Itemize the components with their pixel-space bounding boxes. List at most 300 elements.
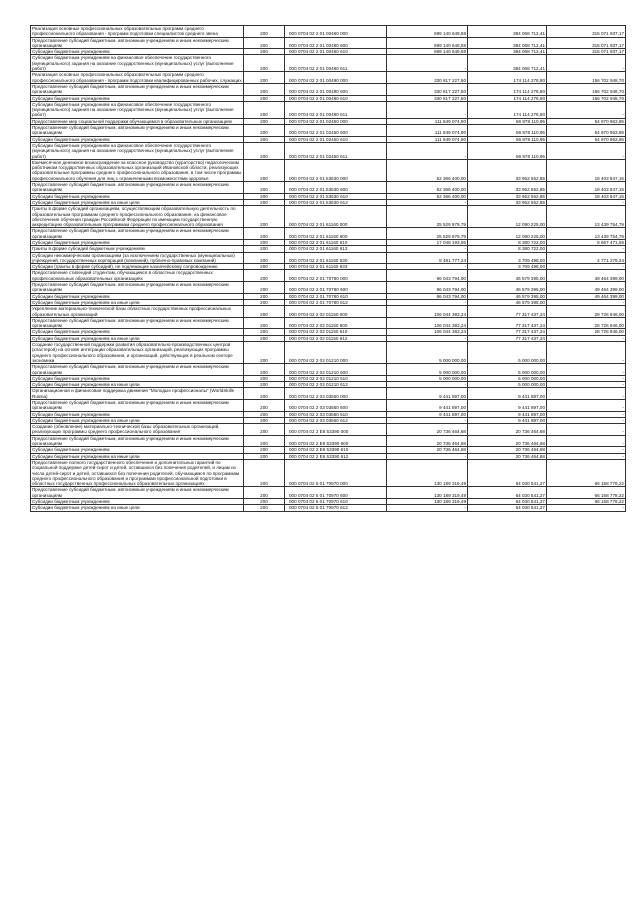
cell-name: Гранты в форме субсидий организациям, осуществляющим образовательную деятельность по образовательным программам среднего профессионального образования, на финансовое обеспечение обучения граждан Российской Федерации по имеющим государственную аккредитацию образовательным программам среднего профессионального образования bbox=[31, 206, 244, 228]
cell-a: 96 043 794,00 bbox=[387, 282, 468, 294]
cell-csr: 000 0704 02 2 02 01210 600 bbox=[285, 364, 387, 376]
cell-c: 156 702 948,70 bbox=[547, 95, 626, 101]
cell-c: 156 702 948,70 bbox=[547, 72, 626, 84]
cell-code: 200 bbox=[244, 364, 285, 376]
cell-a: 9 441 897,00 bbox=[387, 388, 468, 400]
cell-b: 9 441 897,00 bbox=[468, 388, 547, 400]
table-row bbox=[31, 125, 626, 137]
cell-code: 200 bbox=[244, 411, 285, 417]
cell-c: - bbox=[547, 364, 626, 376]
cell-a: 330 817 227,50 bbox=[387, 95, 468, 101]
cell-name: Гранты в форме субсидий бюджетным учреждениям bbox=[31, 246, 244, 252]
cell-b: 3 709 498,00 bbox=[468, 252, 547, 264]
cell-a: 5 000 000,00 bbox=[387, 342, 468, 364]
cell-csr: 000 0704 02 2 02 01150 610 bbox=[285, 329, 387, 335]
cell-csr: 000 0704 02 2 01 61160 613 bbox=[285, 246, 387, 252]
cell-code: 200 bbox=[244, 342, 285, 364]
table-row bbox=[31, 435, 626, 447]
cell-name: Создание государственной поддержки развития образовательно-производственных центров (кластеров) на основе интеграции образовательных организаций, реализующих программы среднего профессионального образования, и организаций, действующих в реальном секторе экономики bbox=[31, 342, 244, 364]
cell-a: - bbox=[387, 417, 468, 423]
cell-c: - bbox=[547, 342, 626, 364]
table-row bbox=[31, 382, 626, 388]
cell-a: 17 048 193,55 bbox=[387, 239, 468, 245]
cell-code: 200 bbox=[244, 95, 285, 101]
cell-c: - bbox=[547, 382, 626, 388]
cell-c: - bbox=[547, 424, 626, 436]
cell-b: 9 441 897,00 bbox=[468, 417, 547, 423]
cell-a: - bbox=[387, 453, 468, 459]
cell-code: 200 bbox=[244, 101, 285, 118]
cell-csr: 000 0704 02 2 01 00460 611 bbox=[285, 55, 387, 72]
cell-code: 200 bbox=[244, 453, 285, 459]
cell-code: 200 bbox=[244, 264, 285, 270]
cell-csr: 000 0704 02 2 E6 53390 000 bbox=[285, 424, 387, 436]
cell-a: 111 849 074,90 bbox=[387, 125, 468, 137]
cell-c: - bbox=[547, 299, 626, 305]
cell-name: Субсидии бюджетным учреждениям на иные цели bbox=[31, 382, 244, 388]
cell-code: 200 bbox=[244, 142, 285, 159]
cell-code: 200 bbox=[244, 282, 285, 294]
cell-name: Субсидии бюджетным учреждениям на финансовое обеспечение государственного (муниципального) задания на оказание государственных (муниципальных) услуг (выполнение работ) bbox=[31, 55, 244, 72]
cell-name: Предоставление субсидий бюджетным, автономным учреждениям и иным некоммерческим организациям bbox=[31, 364, 244, 376]
cell-a: 20 736 464,68 bbox=[387, 424, 468, 436]
cell-csr: 000 0704 02 2 02 01150 600 bbox=[285, 317, 387, 329]
cell-csr: 000 0704 02 2 01 00490 611 bbox=[285, 101, 387, 118]
cell-code: 200 bbox=[244, 447, 285, 453]
cell-name: Субсидии бюджетным учреждениям на иные цели bbox=[31, 505, 244, 511]
cell-b: 20 736 464,68 bbox=[468, 447, 547, 453]
cell-csr: 000 0704 02 2 01 53630 610 bbox=[285, 193, 387, 199]
cell-a: - bbox=[387, 264, 468, 270]
cell-code: 200 bbox=[244, 299, 285, 305]
cell-a: 52 366 400,00 bbox=[387, 193, 468, 199]
cell-b: 56 878 110,95 bbox=[468, 136, 547, 142]
table-row bbox=[31, 388, 626, 400]
cell-c: 315 071 937,17 bbox=[547, 49, 626, 55]
cell-csr: 000 0704 02 2 01 02450 000 bbox=[285, 118, 387, 124]
cell-a: 106 044 383,24 bbox=[387, 329, 468, 335]
cell-b: 46 579 395,00 bbox=[468, 293, 547, 299]
cell-name: Укрепление материально-технической базы областных государственных профессиональных образовательных организаций bbox=[31, 306, 244, 318]
cell-b: 33 962 552,85 bbox=[468, 159, 547, 181]
cell-a: 20 736 464,68 bbox=[387, 435, 468, 447]
cell-c: 49 464 399,00 bbox=[547, 270, 626, 282]
cell-b: 64 030 541,27 bbox=[468, 459, 547, 486]
cell-c: 28 726 946,00 bbox=[547, 306, 626, 318]
cell-csr: 000 0704 02 2 01 61160 600 bbox=[285, 228, 387, 240]
cell-code: 200 bbox=[244, 83, 285, 95]
cell-name: Создание (обновление) материально-технической базы образовательных организаций, реализующих программы среднего профессионального образования bbox=[31, 424, 244, 436]
cell-b: 9 441 897,00 bbox=[468, 400, 547, 412]
cell-code: 200 bbox=[244, 293, 285, 299]
cell-name: Субсидии бюджетным учреждениям bbox=[31, 49, 244, 55]
cell-b: 77 317 437,24 bbox=[468, 317, 547, 329]
cell-code: 200 bbox=[244, 239, 285, 245]
cell-code: 200 bbox=[244, 459, 285, 486]
cell-b: 33 962 552,85 bbox=[468, 199, 547, 205]
cell-csr: 000 0704 02 2 02 01150 000 bbox=[285, 306, 387, 318]
cell-b: 33 962 552,85 bbox=[468, 193, 547, 199]
cell-c: 315 071 937,17 bbox=[547, 37, 626, 49]
table-row bbox=[31, 199, 626, 205]
cell-c: 54 970 963,95 bbox=[547, 118, 626, 124]
cell-b: 77 317 437,24 bbox=[468, 329, 547, 335]
cell-name: Субсидии бюджетным учреждениям bbox=[31, 329, 244, 335]
cell-c: 66 158 778,22 bbox=[547, 487, 626, 499]
table-row bbox=[31, 317, 626, 329]
cell-name: Субсидии бюджетным учреждениям на иные цели bbox=[31, 299, 244, 305]
cell-b: 174 114 278,80 bbox=[468, 83, 547, 95]
cell-code: 200 bbox=[244, 382, 285, 388]
cell-name: Предоставление стипендий студентам, обучающимся в областных государственных профессиональных образовательных организациях bbox=[31, 270, 244, 282]
cell-code: 200 bbox=[244, 499, 285, 505]
cell-b: 8 380 722,00 bbox=[468, 239, 547, 245]
table-row bbox=[31, 252, 626, 264]
cell-csr: 000 0704 02 2 01 61160 610 bbox=[285, 239, 387, 245]
cell-b: 3 709 498,00 bbox=[468, 264, 547, 270]
cell-b: 384 068 712,41 bbox=[468, 37, 547, 49]
cell-name: Субсидии бюджетным учреждениям на иные цели bbox=[31, 417, 244, 423]
cell-name: Субсидии (гранты в форме субсидий), не подлежащие казначейскому сопровождению bbox=[31, 264, 244, 270]
cell-code: 200 bbox=[244, 317, 285, 329]
cell-b: 56 878 110,95 bbox=[468, 118, 547, 124]
cell-c: 66 158 778,22 bbox=[547, 499, 626, 505]
cell-b: 33 962 552,85 bbox=[468, 182, 547, 194]
cell-c: - bbox=[547, 453, 626, 459]
cell-csr: 000 0704 02 2 01 61160 633 bbox=[285, 264, 387, 270]
cell-c: - bbox=[547, 335, 626, 341]
cell-code: 200 bbox=[244, 193, 285, 199]
cell-csr: 000 0704 02 2 02 01210 610 bbox=[285, 375, 387, 381]
cell-name: Реализация основных профессиональных образовательных программ среднего профессионального образования - программ подготовки квалифицированных рабочих, служащих bbox=[32, 72, 242, 83]
cell-csr: 000 0704 02 5 01 70970 610 bbox=[285, 499, 387, 505]
cell-c: - bbox=[547, 264, 626, 270]
table-row bbox=[31, 342, 626, 364]
cell-a: 699 140 649,58 bbox=[387, 26, 468, 38]
cell-c: - bbox=[547, 411, 626, 417]
cell-code: 200 bbox=[244, 125, 285, 137]
cell-csr: 000 0704 02 2 03 03550 610 bbox=[285, 411, 387, 417]
cell-code: 200 bbox=[244, 206, 285, 228]
cell-c: 18 403 847,15 bbox=[547, 182, 626, 194]
table-row bbox=[31, 206, 626, 228]
cell-a: - bbox=[387, 142, 468, 159]
cell-csr: 000 0704 02 2 01 53630 612 bbox=[285, 199, 387, 205]
cell-code: 200 bbox=[244, 335, 285, 341]
cell-name: Субсидии некоммерческим организациям (за исключением государственных (муниципальных) учреждений, государственных корпораций (компаний), публично-правовых компаний) bbox=[31, 252, 244, 264]
cell-b: 5 000 000,00 bbox=[468, 382, 547, 388]
cell-name: Предоставление полного государственного обеспечения и дополнительных гарантий по социальной поддержке детей-сирот и детей, оставшихся без попечения родителей, и лицам из числа детей-сирот и детей, оставшихся без попечения родителей, обучающимся по программам среднего профессионального образования и программам профессиональной подготовки в областных государственных профессиональных образовательных организациях bbox=[31, 459, 244, 486]
cell-b: 46 579 395,00 bbox=[468, 282, 547, 294]
cell-csr: 000 0704 02 2 01 53630 000 bbox=[285, 159, 387, 181]
table-row bbox=[31, 424, 626, 436]
cell-csr: 000 0704 02 2 02 01210 000 bbox=[285, 342, 387, 364]
cell-code: 200 bbox=[244, 329, 285, 335]
cell-name: Субсидии бюджетным учреждениям bbox=[31, 136, 244, 142]
cell-name: Ежемесячное денежное вознаграждение за классное руководство (кураторство) педагогическим работникам государственных образовательных организаций Ивановской области, реализующих образовательные программы среднего профессионального образования, в том числе программы профессионального обучения для лиц с ограниченными возможностями здоровья bbox=[31, 159, 244, 181]
cell-csr: 000 0704 02 2 01 61160 630 bbox=[285, 252, 387, 264]
cell-c: - bbox=[547, 246, 626, 252]
table-row bbox=[31, 228, 626, 240]
cell-a: - bbox=[387, 55, 468, 72]
cell-code: 200 bbox=[244, 55, 285, 72]
cell-a: 96 043 794,00 bbox=[387, 293, 468, 299]
cell-csr: 000 0704 02 2 01 61160 000 bbox=[285, 206, 387, 228]
table-row bbox=[31, 72, 626, 84]
cell-a: 9 441 897,00 bbox=[387, 411, 468, 417]
cell-name: Субсидии бюджетным учреждениям bbox=[31, 239, 244, 245]
cell-csr: 000 0704 02 2 E6 53390 600 bbox=[285, 435, 387, 447]
cell-name: Субсидии бюджетным учреждениям на финансовое обеспечение государственного (муниципального) задания на оказание государственных (муниципальных) услуг (выполнение работ) bbox=[31, 101, 244, 118]
cell-c: 13 439 754,79 bbox=[547, 228, 626, 240]
cell-code: 200 bbox=[244, 246, 285, 252]
cell-c: - bbox=[547, 375, 626, 381]
cell-b: 20 736 464,68 bbox=[468, 453, 547, 459]
cell-a: 330 817 227,50 bbox=[387, 83, 468, 95]
cell-csr: 000 0704 02 2 03 03550 600 bbox=[285, 400, 387, 412]
cell-name: Субсидии бюджетным учреждениям bbox=[31, 193, 244, 199]
cell-a: - bbox=[387, 299, 468, 305]
cell-a: 111 849 074,90 bbox=[387, 136, 468, 142]
cell-csr: 000 0704 02 2 03 03550 612 bbox=[285, 417, 387, 423]
table-row bbox=[31, 400, 626, 412]
cell-csr: 000 0704 02 2 01 02450 611 bbox=[285, 142, 387, 159]
cell-b: 174 114 278,80 bbox=[468, 101, 547, 118]
cell-c: - bbox=[547, 142, 626, 159]
cell-code: 200 bbox=[244, 487, 285, 499]
cell-name: Предоставление субсидий бюджетным, автономным учреждениям и иным некоммерческим организациям bbox=[31, 282, 244, 294]
cell-c: 8 667 471,55 bbox=[547, 239, 626, 245]
cell-c: 66 158 778,22 bbox=[547, 459, 626, 486]
cell-csr: 000 0704 02 2 01 00490 000 bbox=[285, 72, 387, 84]
budget-table-page bbox=[30, 25, 624, 512]
cell-name: Субсидии бюджетным учреждениям на финансовое обеспечение государственного (муниципального) задания на оказание государственных (муниципальных) услуг (выполнение работ) bbox=[31, 142, 244, 159]
cell-name: Субсидии бюджетным учреждениям на иные цели bbox=[31, 453, 244, 459]
cell-code: 200 bbox=[244, 118, 285, 124]
cell-c: 315 071 937,17 bbox=[547, 26, 626, 38]
cell-a: 5 000 000,00 bbox=[387, 375, 468, 381]
cell-b: 5 000 000,00 bbox=[468, 364, 547, 376]
cell-a: 130 189 319,49 bbox=[387, 499, 468, 505]
cell-code: 200 bbox=[244, 72, 285, 84]
cell-name: Субсидии бюджетным учреждениям bbox=[31, 293, 244, 299]
cell-c: 54 970 963,95 bbox=[547, 125, 626, 137]
cell-c: 18 403 847,15 bbox=[547, 159, 626, 181]
cell-csr: 000 0704 02 2 01 70780 612 bbox=[285, 299, 387, 305]
cell-b: 12 090 225,00 bbox=[468, 206, 547, 228]
cell-csr: 000 0704 02 2 E6 53390 612 bbox=[285, 453, 387, 459]
cell-a: 699 140 649,58 bbox=[387, 37, 468, 49]
cell-name: Предоставление субсидий бюджетным, автономным учреждениям и иным некоммерческим организациям bbox=[31, 400, 244, 412]
table-row bbox=[31, 335, 626, 341]
cell-csr: 000 0704 02 2 02 01150 612 bbox=[285, 335, 387, 341]
cell-code: 200 bbox=[244, 424, 285, 436]
cell-name: Субсидии бюджетным учреждениям bbox=[31, 447, 244, 453]
cell-name: Предоставление субсидий бюджетным, автономным учреждениям и иным некоммерческим организациям bbox=[31, 182, 244, 194]
cell-name: Предоставление субсидий бюджетным, автономным учреждениям и иным некоммерческим организациям bbox=[31, 83, 244, 95]
table-row bbox=[31, 364, 626, 376]
table-row bbox=[31, 270, 626, 282]
cell-b: 20 736 464,68 bbox=[468, 435, 547, 447]
cell-code: 200 bbox=[244, 306, 285, 318]
cell-name: Субсидии бюджетным учреждениям bbox=[31, 95, 244, 101]
cell-c: - bbox=[547, 417, 626, 423]
cell-b: 46 579 395,00 bbox=[468, 299, 547, 305]
cell-a: 106 044 383,24 bbox=[387, 306, 468, 318]
cell-c: - bbox=[547, 55, 626, 72]
table-row bbox=[31, 453, 626, 459]
table-row bbox=[31, 37, 626, 49]
cell-c: 13 439 754,79 bbox=[547, 206, 626, 228]
cell-name: Субсидии бюджетным учреждениям bbox=[31, 375, 244, 381]
table-row bbox=[31, 182, 626, 194]
cell-a: - bbox=[387, 199, 468, 205]
table-row bbox=[31, 118, 626, 124]
cell-name: Реализация основных профессиональных образовательных программ среднего профессионального образования - программ подготовки специалистов среднего звена bbox=[31, 26, 244, 38]
table-row bbox=[31, 459, 626, 486]
cell-b: 5 000 000,00 bbox=[468, 375, 547, 381]
cell-c: 28 726 946,00 bbox=[547, 317, 626, 329]
table-row bbox=[31, 282, 626, 294]
cell-csr: 000 0704 02 2 01 53630 600 bbox=[285, 182, 387, 194]
cell-code: 200 bbox=[244, 252, 285, 264]
cell-code: 200 bbox=[244, 375, 285, 381]
table-row bbox=[31, 159, 626, 181]
table-row bbox=[31, 306, 626, 318]
cell-b: 64 030 541,27 bbox=[468, 499, 547, 505]
cell-name: Организационная и финансовая поддержка движения "Молодые профессионалы" (WorldSkills Russia) bbox=[31, 388, 244, 400]
cell-csr: 000 0704 02 2 E6 53390 610 bbox=[285, 447, 387, 453]
cell-code: 200 bbox=[244, 159, 285, 181]
cell-csr: 000 0704 02 2 01 70780 610 bbox=[285, 293, 387, 299]
cell-c: 49 464 399,00 bbox=[547, 282, 626, 294]
cell-c: - bbox=[547, 447, 626, 453]
cell-csr: 000 0704 02 2 01 00490 610 bbox=[285, 95, 387, 101]
cell-a: 52 366 400,00 bbox=[387, 159, 468, 181]
cell-c: 28 726 946,00 bbox=[547, 329, 626, 335]
cell-csr: 000 0704 02 2 01 00460 600 bbox=[285, 37, 387, 49]
table-row bbox=[31, 101, 626, 118]
table-row bbox=[31, 299, 626, 305]
cell-a: 20 736 464,68 bbox=[387, 447, 468, 453]
cell-code: 200 bbox=[244, 505, 285, 511]
cell-b: 384 068 712,41 bbox=[468, 49, 547, 55]
table-row bbox=[31, 417, 626, 423]
cell-a: 111 849 074,90 bbox=[387, 118, 468, 124]
cell-name: Субсидии бюджетным учреждениям на иные цели bbox=[31, 335, 244, 341]
cell-c: 18 403 847,15 bbox=[547, 193, 626, 199]
cell-name: Предоставление субсидий бюджетным, автономным учреждениям и иным некоммерческим организациям bbox=[31, 37, 244, 49]
budget-table bbox=[30, 25, 626, 512]
cell-c: 49 464 399,00 bbox=[547, 293, 626, 299]
cell-b: 77 317 437,24 bbox=[468, 306, 547, 318]
table-row bbox=[31, 26, 626, 38]
cell-b: 46 579 395,00 bbox=[468, 270, 547, 282]
cell-code: 200 bbox=[244, 270, 285, 282]
cell-a: - bbox=[387, 335, 468, 341]
cell-code: 200 bbox=[244, 435, 285, 447]
table-row bbox=[31, 55, 626, 72]
table-row bbox=[31, 487, 626, 499]
cell-csr: 000 0704 02 2 01 70780 000 bbox=[285, 270, 387, 282]
table-row bbox=[31, 142, 626, 159]
cell-csr: 000 0704 02 2 02 01210 612 bbox=[285, 382, 387, 388]
cell-code: 200 bbox=[244, 49, 285, 55]
cell-a: - bbox=[387, 101, 468, 118]
cell-a: 130 189 319,49 bbox=[387, 459, 468, 486]
cell-name: Предоставление субсидий бюджетным, автономным учреждениям и иным некоммерческим организациям bbox=[31, 317, 244, 329]
cell-name: Предоставление субсидий бюджетным, автономным учреждениям и иным некоммерческим организациям bbox=[31, 228, 244, 240]
cell-c: 156 702 948,70 bbox=[547, 83, 626, 95]
cell-csr: 000 0704 02 2 01 00460 610 bbox=[285, 49, 387, 55]
cell-name: Предоставление мер социальной поддержки обучающимся в образовательных организациях bbox=[31, 118, 244, 124]
cell-code: 200 bbox=[244, 37, 285, 49]
cell-csr: 000 0704 02 5 01 70970 000 bbox=[285, 459, 387, 486]
cell-a: 130 189 319,49 bbox=[387, 487, 468, 499]
cell-name: Субсидии бюджетным учреждениям bbox=[31, 499, 244, 505]
table-row bbox=[31, 246, 626, 252]
cell-a: 9 441 897,00 bbox=[387, 400, 468, 412]
cell-b: 12 090 225,00 bbox=[468, 228, 547, 240]
cell-a: 52 366 400,00 bbox=[387, 182, 468, 194]
cell-csr: 000 0704 02 5 01 70970 612 bbox=[285, 505, 387, 511]
cell-c: 54 970 963,95 bbox=[547, 136, 626, 142]
cell-a: 330 817 227,50 bbox=[387, 72, 468, 84]
cell-c: - bbox=[547, 505, 626, 511]
cell-c: - bbox=[547, 101, 626, 118]
cell-csr: 000 0704 02 2 01 02450 610 bbox=[285, 136, 387, 142]
cell-b: 5 000 000,00 bbox=[468, 342, 547, 364]
cell-a: - bbox=[387, 382, 468, 388]
cell-a: - bbox=[387, 246, 468, 252]
cell-a: 96 043 794,00 bbox=[387, 270, 468, 282]
cell-b: 174 114 278,80 bbox=[468, 95, 547, 101]
cell-b: 9 441 897,00 bbox=[468, 411, 547, 417]
cell-a: 25 529 979,79 bbox=[387, 228, 468, 240]
cell-c: - bbox=[547, 435, 626, 447]
cell-b: 64 030 541,27 bbox=[468, 487, 547, 499]
cell-code: 200 bbox=[244, 182, 285, 194]
cell-csr: 000 0704 02 5 01 70970 600 bbox=[285, 487, 387, 499]
cell-code: 200 bbox=[244, 26, 285, 38]
cell-a: 106 044 383,24 bbox=[387, 317, 468, 329]
cell-csr: 000 0704 02 2 01 70780 600 bbox=[285, 282, 387, 294]
cell-name: Предоставление субсидий бюджетным, автономным учреждениям и иным некоммерческим организациям bbox=[31, 435, 244, 447]
cell-b: 77 317 437,24 bbox=[468, 335, 547, 341]
cell-a: 5 000 000,00 bbox=[387, 364, 468, 376]
table-row bbox=[31, 505, 626, 511]
cell-code: 200 bbox=[244, 388, 285, 400]
cell-csr: 000 0704 02 2 01 00490 600 bbox=[285, 83, 387, 95]
cell-code: 200 bbox=[244, 228, 285, 240]
cell-b: 56 878 110,95 bbox=[468, 125, 547, 137]
table-row bbox=[31, 264, 626, 270]
cell-a: 699 140 649,58 bbox=[387, 49, 468, 55]
cell-csr: 000 0704 02 2 01 02450 600 bbox=[285, 125, 387, 137]
budget-table-body bbox=[31, 26, 626, 512]
cell-name: Предоставление субсидий бюджетным, автономным учреждениям и иным некоммерческим организациям bbox=[31, 125, 244, 137]
cell-code: 200 bbox=[244, 417, 285, 423]
cell-b: 174 114 278,80 bbox=[468, 72, 547, 84]
cell-c: 4 771 279,24 bbox=[547, 252, 626, 264]
cell-code: 200 bbox=[244, 400, 285, 412]
cell-b: 20 736 464,68 bbox=[468, 424, 547, 436]
cell-b: 384 068 712,41 bbox=[468, 55, 547, 72]
cell-b: 64 030 541,27 bbox=[468, 505, 547, 511]
cell-name: Субсидии бюджетным учреждениям bbox=[31, 411, 244, 417]
cell-csr: 000 0704 02 2 03 03550 000 bbox=[285, 388, 387, 400]
cell-c: - bbox=[547, 199, 626, 205]
